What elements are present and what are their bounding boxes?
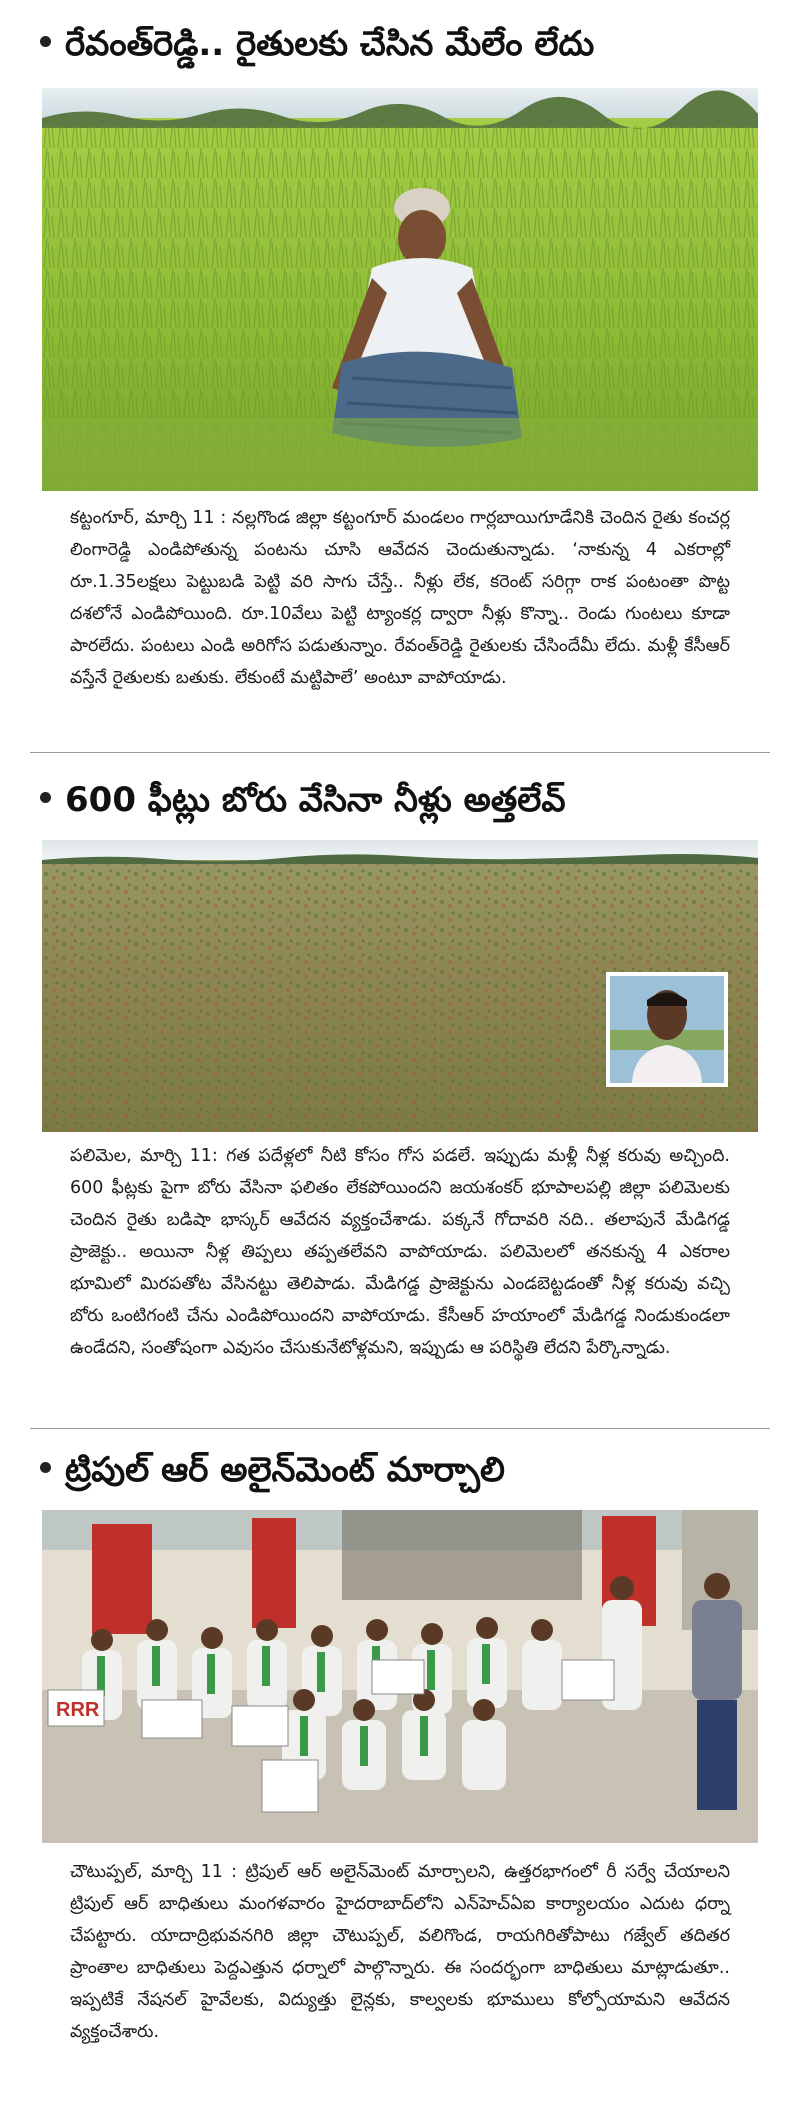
story-1-headline-text: రేవంత్‌రెడ్డి.. రైతులకు చేసిన మేలేం లేదు: [65, 24, 595, 64]
story-2-caption: పలిమెల, మార్చి 11: గత పదేళ్లలో నీటి కోసం గోస పడలే. ఇప్పుడు మళ్లీ నీళ్ల కరువు అచ్చింది. 600 ఫీట్లకు పైగా బోరు వేసినా ఫలితం లేకపోయిందని జయశంకర్ భూపాలపల్లి జిల్లా పలిమెలకు చెందిన రైతు బడిషా భాస్కర్ ఆవేదన వ్యక్తంచేశాడు. పక్కనే గోదావరి నది.. తలాపునే మేడిగడ్డ ప్రాజెక్టు.. అయినా నీళ్ల తిప్పలు తప్పతలేవని వాపోయాడు. పలిమెలలో తనకున్న 4 ఎకరాల భూమిలో మిరపతోట వేసినట్టు తెలిపాడు. మేడిగడ్డ ప్రాజెక్టును ఎండబెట్టడంతో నీళ్ల కరువు వచ్చి బోరు ఒంటిగంటి చేను ఎండిపోయిందని వాపోయాడు. కేసీఆర్ హయాంలో మేడిగడ్డ నిండుకుండలా ఉండేదని, సంతోషంగా ఎవుసం చేసుకునేటోళ్లమని, ఇప్పుడు ఆ పరిస్థితి లేదని పేర్కొన్నాడు.: [70, 1146, 730, 1358]
story-1-headline: [40, 22, 594, 66]
story-3-caption: చౌటుప్పల్, మార్చి 11 : ట్రిపుల్ ఆర్ అలైన్‌మెంట్ మార్చాలని, ఉత్తరభాగంలో రీ సర్వే చేయాలని ట్రిపుల్ ఆర్ బాధితులు మంగళవారం హైదరాబాద్‌లోని ఎన్‌హెచ్‌ఏఐ కార్యాలయం ఎదుట ధర్నా చేపట్టారు. యాదాద్రిభువనగిరి జిల్లా చౌటుప్పల్, వలిగొండ, రాయగిరితోపాటు గజ్వేల్ తదితర ప్రాంతాల బాధితులు పెద్దఎత్తున ధర్నాలో పాల్గొన్నారు. ఈ సందర్భంగా బాధితులు మాట్లాడుతూ.. ఇప్పటికే నేషనల్ హైవేలకు, విద్యుత్తు లైన్లకు, కాల్వలకు భూములు కోల్పోయామని ఆవేదన వ్యక్తంచేశారు.: [70, 1862, 730, 2042]
story-3-photo: [42, 1510, 758, 1843]
story-1-divider: [30, 752, 770, 753]
story-3-headline-text: ట్రిపుల్ ఆర్ అలైన్‌మెంట్ మార్చాలి: [65, 1450, 505, 1490]
story-2-headline-text: 600 ఫీట్లు బోరు వేసినా నీళ్లు అత్తలేవ్: [65, 780, 566, 820]
placard-rrr: [48, 1690, 104, 1726]
story-2-photo: [42, 840, 758, 1132]
story-1-photo: [42, 88, 758, 491]
bullet-icon: [40, 792, 51, 803]
farmer-in-paddy-field-image: [42, 88, 758, 491]
placard-rrr-text: RRR: [56, 1699, 100, 1721]
story-2-headline: [40, 778, 566, 822]
bullet-icon: [40, 1462, 51, 1473]
story-1-caption: కట్టంగూర్, మార్చి 11 : నల్లగొండ జిల్లా కట్టంగూర్ మండలం గార్లబాయిగూడేనికి చెందిన రైతు కంచర్ల లింగారెడ్డి ఎండిపోతున్న పంటను చూసి ఆవేదన చెందుతున్నాడు. ‘నాకున్న 4 ఎకరాల్లో రూ.1.35లక్షలు పెట్టుబడి పెట్టి వరి సాగు చేస్తే.. నీళ్లు లేక, కరెంట్ సరిగ్గా రాక పంటంతా పొట్ట దశలోనే ఎండిపోయింది. రూ.10వేలు పెట్టి ట్యాంకర్ల ద్వారా నీళ్లు కొన్నా.. రెండు గుంటలు కూడా పారలేదు. పంటలు ఎండి అరిగోస పడుతున్నాం. రేవంత్‌రెడ్డి రైతులకు చేసిందేమీ లేదు. మళ్లీ కేసీఆర్ వస్తేనే రైతులకు బతుకు. లేకుంటే మట్టిపాలే’ అంటూ వాపోయాడు.: [70, 508, 730, 688]
bullet-icon: [40, 36, 51, 47]
dry-chilli-field-image: [42, 840, 758, 1132]
story-3-headline: [40, 1448, 505, 1492]
farmer-portrait-inset: [606, 972, 728, 1087]
protest-dharna-image: [42, 1510, 758, 1843]
story-2-divider: [30, 1428, 770, 1429]
